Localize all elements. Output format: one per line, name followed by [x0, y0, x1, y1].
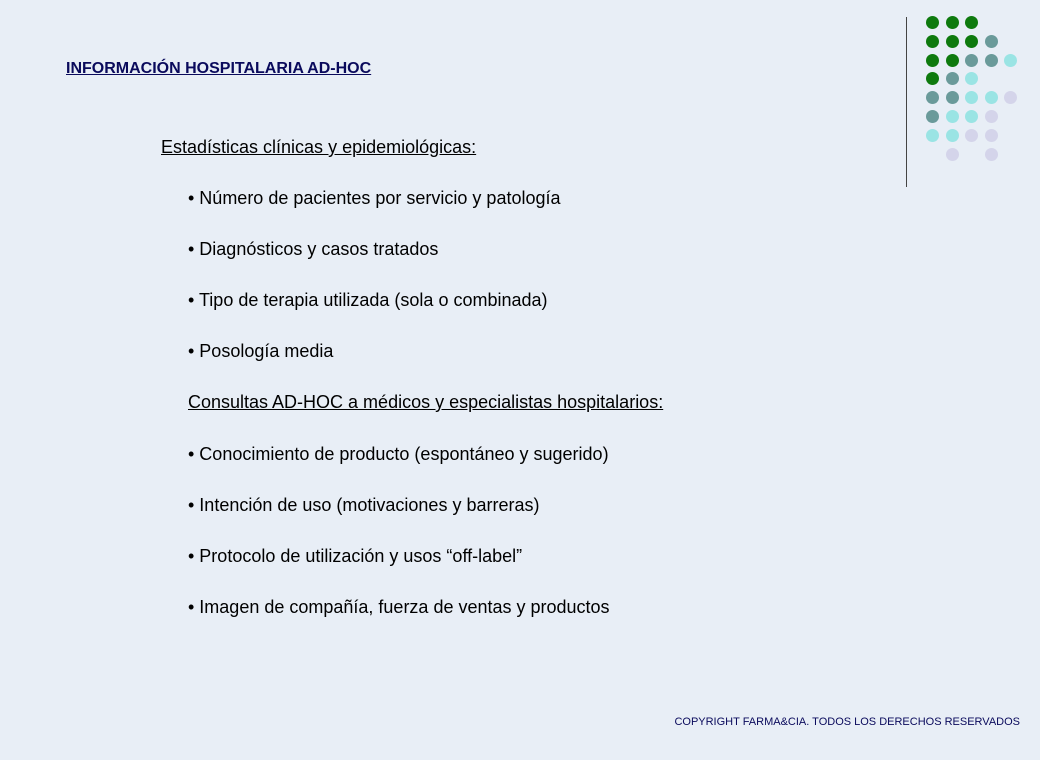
bullet-item: • Tipo de terapia utilizada (sola o combinada)	[188, 290, 548, 310]
bullet-item: • Protocolo de utilización y usos “off-label”	[188, 546, 523, 566]
decorative-dot	[946, 129, 959, 142]
bullet-item: • Intención de uso (motivaciones y barreras)	[188, 495, 540, 515]
decorative-dot	[946, 110, 959, 123]
section-heading-consultations: Consultas AD-HOC a médicos y especialistas hospitalarios:	[188, 392, 664, 412]
decorative-dot	[926, 91, 939, 104]
decorative-dot	[926, 54, 939, 67]
decorative-divider	[906, 17, 907, 187]
slide-title: INFORMACIÓN HOSPITALARIA AD-HOC	[66, 60, 372, 77]
decorative-dot	[965, 54, 978, 67]
decorative-dot	[1004, 91, 1017, 104]
decorative-dot	[946, 148, 959, 161]
decorative-dot	[965, 35, 978, 48]
decorative-dot-grid	[926, 16, 1026, 166]
decorative-dot	[985, 129, 998, 142]
decorative-dot	[926, 110, 939, 123]
decorative-dot	[946, 35, 959, 48]
decorative-dot	[965, 129, 978, 142]
decorative-dot	[1004, 54, 1017, 67]
decorative-dot	[926, 72, 939, 85]
decorative-dot	[926, 129, 939, 142]
decorative-dot	[946, 72, 959, 85]
decorative-dot	[985, 91, 998, 104]
copyright-footer: COPYRIGHT FARMA&CIA. TODOS LOS DERECHOS RESERVADOS	[674, 716, 1020, 728]
decorative-dot	[985, 148, 998, 161]
bullet-item: • Número de pacientes por servicio y patología	[188, 188, 561, 208]
section-heading-statistics: Estadísticas clínicas y epidemiológicas:	[161, 137, 477, 157]
decorative-dot	[965, 91, 978, 104]
bullet-item: • Conocimiento de producto (espontáneo y sugerido)	[188, 444, 609, 464]
decorative-dot	[965, 16, 978, 29]
decorative-dot	[946, 16, 959, 29]
decorative-dot	[985, 35, 998, 48]
decorative-dot	[965, 72, 978, 85]
bullet-item: • Diagnósticos y casos tratados	[188, 239, 439, 259]
bullet-item: • Posología media	[188, 341, 334, 361]
bullet-item: • Imagen de compañía, fuerza de ventas y productos	[188, 597, 610, 617]
decorative-dot	[965, 110, 978, 123]
decorative-dot	[946, 91, 959, 104]
decorative-dot	[985, 54, 998, 67]
decorative-dot	[985, 110, 998, 123]
decorative-dot	[926, 35, 939, 48]
decorative-dot	[946, 54, 959, 67]
decorative-dot	[926, 16, 939, 29]
